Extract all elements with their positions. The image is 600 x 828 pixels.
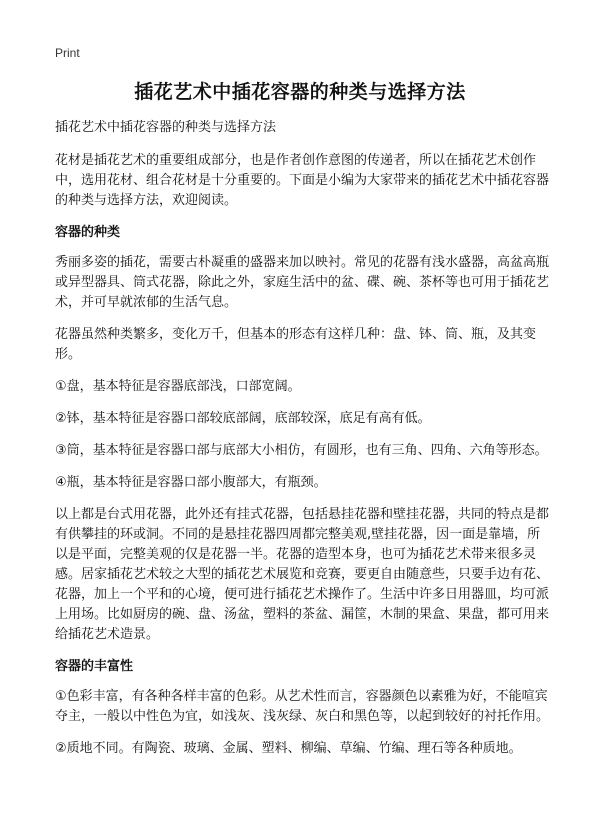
page-title: 插花艺术中插花容器的种类与选择方法 [134,81,466,103]
types-item-bowl: ②钵，基本特征是容器口部较底部阔，底部较深，底足有高有低。 [55,411,431,426]
types-paragraph-2: 花器虽然种类繁多，变化万千，但基本的形态有这样几种：盘、钵、筒、瓶，及其变形。 [55,327,537,362]
types-item-vase: ④瓶，基本特征是容器口部小腹部大，有瓶颈。 [55,475,327,490]
print-label: Print [55,46,80,60]
section-heading-types: 容器的种类 [55,225,121,240]
intro-paragraph: 花材是插花艺术的重要组成部分，也是作者创作意图的传递者，所以在插花艺术创作中，选用花材、组合花材是十分重要的。下面是小编为大家带来的插花艺术中插花容器的种类与选择方法，欢迎阅读。 [55,153,550,208]
section-heading-richness: 容器的丰富性 [55,659,134,674]
article-subtitle: 插花艺术中插花容器的种类与选择方法 [55,120,277,135]
types-item-plate: ①盘，基本特征是容器底部浅，口部宽阔。 [55,379,301,394]
article-body [55,118,553,771]
types-paragraph-1: 秀丽多姿的插花，需要古朴凝重的盛器来加以映衬。常见的花器有浅水盛器，高盆高瓶或异型器具、筒式花器，除此之外，家庭生活中的盆、碟、碗、茶杯等也可用于插花艺术，并可早就浓郁的生活气息。 [55,255,550,310]
types-item-tube: ③筒，基本特征是容器口部与底部大小相仿，有圆形，也有三角、四角、六角等形态。 [55,443,548,458]
types-paragraph-3: 以上都是台式用花器，此外还有挂式花器，包括悬挂花器和壁挂花器，共同的特点是都有供攀挂的环或洞。不同的是悬挂花器四周都完整美观,壁挂花器，因一面是靠墙，所以是平面，完整美观的仅是花器一半。花器的造型本身，也可为插花艺术带来很多灵感。居家插花艺术较之大型的插花艺术展览和竞赛，要更自由随意些，只要手边有花、花器，加上一个平和的心境，便可进行插花艺术操作了。生活中许多日用器皿，均可派上用场。比如厨房的碗、盘、汤盆，塑料的茶盆、漏筐，木制的果盒、果盘，都可用来给插花艺术造景。 [55,507,550,642]
richness-item-color: ①色彩丰富，有各种各样丰富的色彩。从艺术性而言，容器颜色以素雅为好，不能喧宾夺主，一般以中性色为宜，如浅灰、浅灰绿、灰白和黑色等，以起到较好的衬托作用。 [55,689,550,724]
richness-item-material: ②质地不同。有陶瓷、玻璃、金属、塑料、柳编、草编、竹编、理石等各种质地。 [55,741,522,756]
